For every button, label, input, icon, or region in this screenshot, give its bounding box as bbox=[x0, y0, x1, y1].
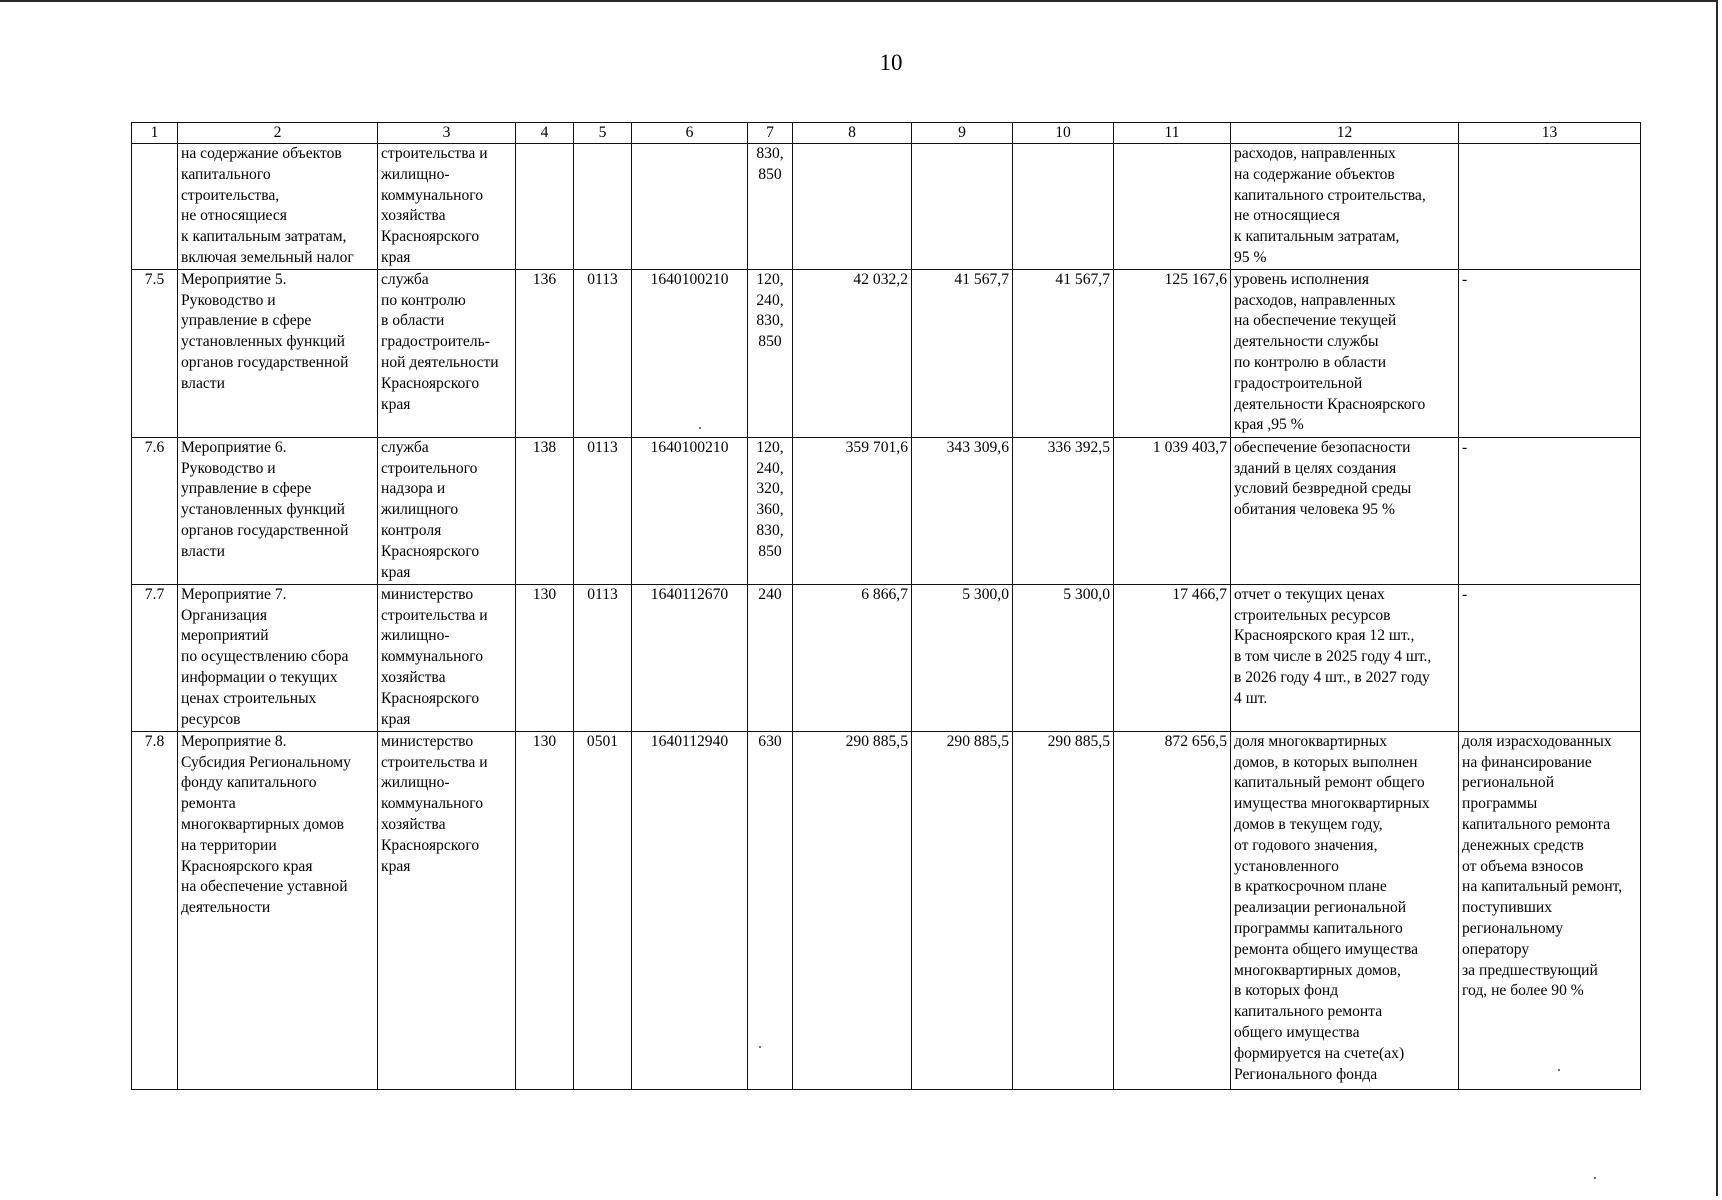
cell-col-13 bbox=[1459, 144, 1641, 270]
column-header: 2 bbox=[178, 123, 378, 144]
cell-col-10: 5 300,0 bbox=[1013, 584, 1114, 731]
executor: служба по контролю в области градостроитель- ной деятельности Красноярского края bbox=[378, 269, 516, 437]
cell-col-4: 130 bbox=[516, 731, 574, 1089]
executor: министерство строительства и жилищно- коммунального хозяйства Красноярского края bbox=[378, 584, 516, 731]
cell-col-9: 5 300,0 bbox=[912, 584, 1013, 731]
cell-col-13: - bbox=[1459, 269, 1641, 437]
expected-result: обеспечение безопасности зданий в целях создания условий безвредной среды обитания человека 95 % bbox=[1231, 437, 1459, 584]
activity-name: Мероприятие 7. Организация мероприятий по осуществлению сбора информации о текущих ценах строительных ресурсов bbox=[178, 584, 378, 731]
activity-name: на содержание объектов капитального строительства, не относящиеся к капитальным затратам, включая земельный налог bbox=[178, 144, 378, 270]
cell-col-10: 41 567,7 bbox=[1013, 269, 1114, 437]
activity-name: Мероприятие 5. Руководство и управление в сфере установленных функций органов государственной власти bbox=[178, 269, 378, 437]
scan-speck bbox=[1558, 1069, 1560, 1071]
cell-col-13: - bbox=[1459, 437, 1641, 584]
cell-col-10: 336 392,5 bbox=[1013, 437, 1114, 584]
cell-col-9: 290 885,5 bbox=[912, 731, 1013, 1089]
cell-col-5: 0113 bbox=[574, 584, 632, 731]
cell-col-8: 42 032,2 bbox=[793, 269, 912, 437]
cell-col-7: 830, 850 bbox=[748, 144, 793, 270]
cell-col-4: 130 bbox=[516, 584, 574, 731]
cell-col-6: 1640100210 bbox=[632, 437, 748, 584]
table-row bbox=[132, 731, 1641, 1089]
cell-col-5 bbox=[574, 144, 632, 270]
cell-col-9 bbox=[912, 144, 1013, 270]
cell-col-11: 1 039 403,7 bbox=[1114, 437, 1231, 584]
column-header: 7 bbox=[748, 123, 793, 144]
column-header: 13 bbox=[1459, 123, 1641, 144]
cell-col-4 bbox=[516, 144, 574, 270]
page-number: 10 bbox=[879, 50, 903, 75]
cell-col-6: 1640100210 bbox=[632, 269, 748, 437]
cell-col-8: 359 701,6 bbox=[793, 437, 912, 584]
column-header: 11 bbox=[1114, 123, 1231, 144]
executor: строительства и жилищно- коммунального хозяйства Красноярского края bbox=[378, 144, 516, 270]
column-header: 6 bbox=[632, 123, 748, 144]
cell-col-7: 630 bbox=[748, 731, 793, 1089]
executor: служба строительного надзора и жилищного контроля Красноярского края bbox=[378, 437, 516, 584]
cell-col-8 bbox=[793, 144, 912, 270]
cell-col-13: доля израсходованных на финансирование региональной программы капитального ремонта денежных средств от объема взносов на капитальный ремонт, поступивших региональному оператору за предшествующий год, не более 90 % bbox=[1459, 731, 1641, 1089]
row-number bbox=[132, 144, 178, 270]
scan-speck bbox=[759, 1046, 761, 1048]
column-header: 8 bbox=[793, 123, 912, 144]
cell-col-11: 872 656,5 bbox=[1114, 731, 1231, 1089]
column-header: 4 bbox=[516, 123, 574, 144]
cell-col-4: 138 bbox=[516, 437, 574, 584]
cell-col-10 bbox=[1013, 144, 1114, 270]
cell-col-10: 290 885,5 bbox=[1013, 731, 1114, 1089]
cell-col-6: 1640112670 bbox=[632, 584, 748, 731]
cell-col-9: 41 567,7 bbox=[912, 269, 1013, 437]
row-number: 7.6 bbox=[132, 437, 178, 584]
cell-col-9: 343 309,6 bbox=[912, 437, 1013, 584]
cell-col-7: 240 bbox=[748, 584, 793, 731]
column-header: 5 bbox=[574, 123, 632, 144]
table-row bbox=[132, 584, 1641, 731]
column-header: 9 bbox=[912, 123, 1013, 144]
column-header: 1 bbox=[132, 123, 178, 144]
cell-col-4: 136 bbox=[516, 269, 574, 437]
row-number: 7.8 bbox=[132, 731, 178, 1089]
expected-result: отчет о текущих ценах строительных ресурсов Красноярского края 12 шт., в том числе в 2025 году 4 шт., в 2026 году 4 шт., в 2027 году 4 шт. bbox=[1231, 584, 1459, 731]
expected-result: расходов, направленных на содержание объектов капитального строительства, не относящиеся к капитальным затратам, 95 % bbox=[1231, 144, 1459, 270]
table-row bbox=[132, 437, 1641, 584]
program-activities-table bbox=[131, 122, 1641, 1090]
scan-speck bbox=[1594, 1177, 1596, 1179]
expected-result: доля многоквартирных домов, в которых выполнен капитальный ремонт общего имущества многоквартирных домов в текущем году, от годового значения, установленного в краткосрочном плане реализации региональной программы капитального ремонта общего имущества многоквартирных домов, в которых фонд капитального ремонта общего имущества формируется на счете(ах) Регионального фонда bbox=[1231, 731, 1459, 1089]
cell-col-13: - bbox=[1459, 584, 1641, 731]
column-header: 10 bbox=[1013, 123, 1114, 144]
cell-col-7: 120, 240, 320, 360, 830, 850 bbox=[748, 437, 793, 584]
executor: министерство строительства и жилищно- коммунального хозяйства Красноярского края bbox=[378, 731, 516, 1089]
column-header: 3 bbox=[378, 123, 516, 144]
cell-col-8: 290 885,5 bbox=[793, 731, 912, 1089]
table-row bbox=[132, 144, 1641, 270]
activity-name: Мероприятие 8. Субсидия Региональному фонду капитального ремонта многоквартирных домов на территории Красноярского края на обеспечение уставной деятельности bbox=[178, 731, 378, 1089]
cell-col-11: 125 167,6 bbox=[1114, 269, 1231, 437]
cell-col-5: 0113 bbox=[574, 437, 632, 584]
cell-col-6 bbox=[632, 144, 748, 270]
column-number-row bbox=[132, 123, 1641, 144]
cell-col-5: 0501 bbox=[574, 731, 632, 1089]
activity-name: Мероприятие 6. Руководство и управление в сфере установленных функций органов государственной власти bbox=[178, 437, 378, 584]
column-header: 12 bbox=[1231, 123, 1459, 144]
cell-col-6: 1640112940 bbox=[632, 731, 748, 1089]
cell-col-7: 120, 240, 830, 850 bbox=[748, 269, 793, 437]
cell-col-5: 0113 bbox=[574, 269, 632, 437]
scan-speck bbox=[699, 427, 701, 429]
row-number: 7.5 bbox=[132, 269, 178, 437]
cell-col-8: 6 866,7 bbox=[793, 584, 912, 731]
row-number: 7.7 bbox=[132, 584, 178, 731]
cell-col-11 bbox=[1114, 144, 1231, 270]
cell-col-11: 17 466,7 bbox=[1114, 584, 1231, 731]
expected-result: уровень исполнения расходов, направленных на обеспечение текущей деятельности службы по контролю в области градостроительной деятельности Красноярского края ,95 % bbox=[1231, 269, 1459, 437]
table-row bbox=[132, 269, 1641, 437]
